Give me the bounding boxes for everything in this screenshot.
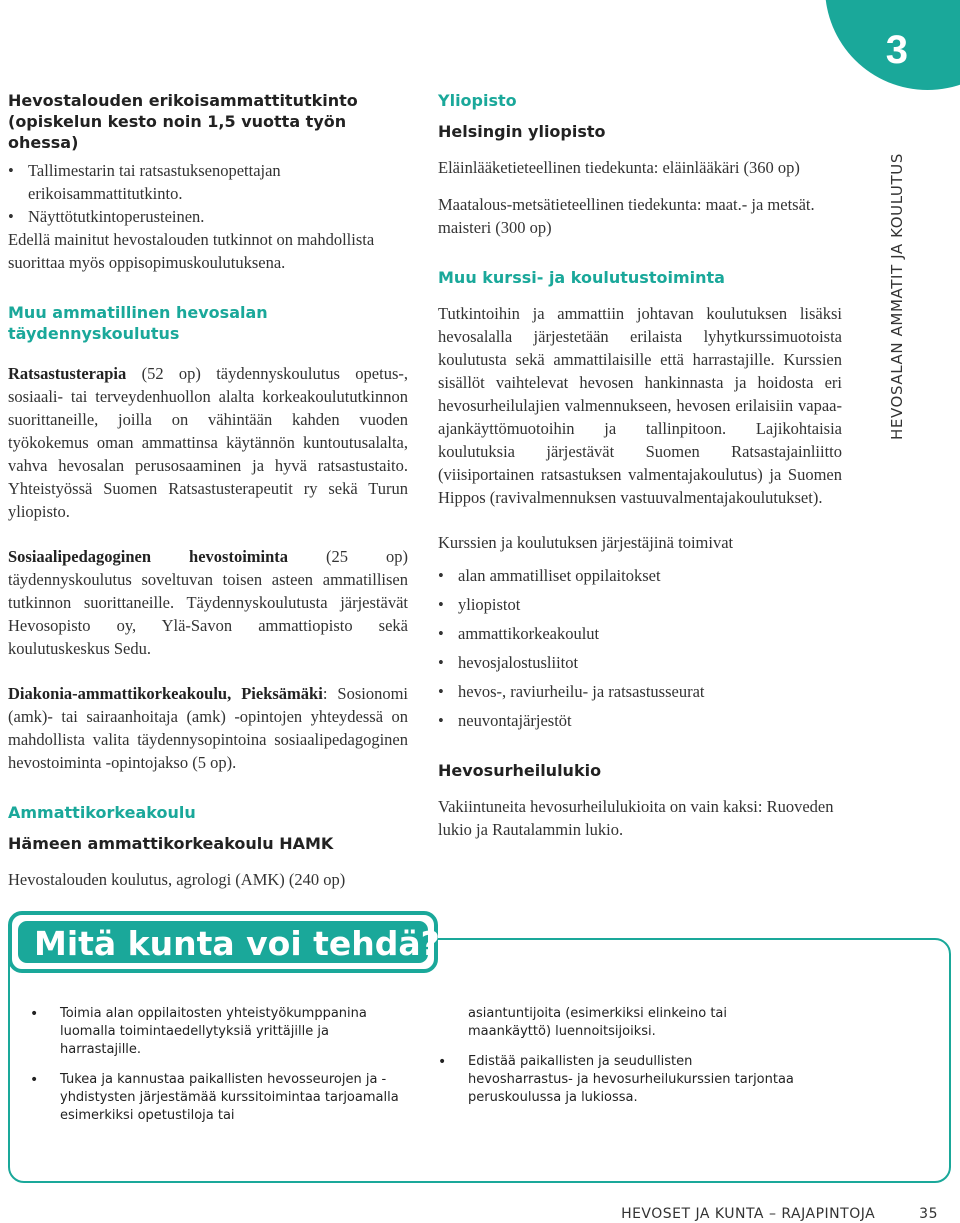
diakonia-paragraph	[8, 682, 408, 774]
kunta-continuation-text: asiantuntijoita (esimerkiksi elinkeino tai maankäyttö) luennoitsijoiksi.	[468, 1006, 727, 1039]
title-line-1: Hevostalouden erikoisammattitutkinto	[8, 91, 358, 110]
list-item: • hevos-, raviurheilu- ja ratsastusseurat	[438, 680, 842, 703]
helsinki-line-2: Maatalous-metsätieteellinen tiedekunta: maat.- ja metsät. maisteri (300 op)	[438, 195, 815, 237]
title-line-2: täydennyskoulutus	[8, 324, 180, 343]
yliopisto-title: Yliopisto	[438, 91, 517, 110]
hamk-title: Hämeen ammattikorkeakoulu HAMK	[8, 834, 334, 853]
list-item: • Tallimestarin tai ratsastuksenopettajan erikoisammattitutkinto.	[8, 159, 408, 205]
hevosurheilulukio-title: Hevosurheilulukio	[438, 761, 602, 780]
kunta-box-left-column	[30, 1005, 410, 1137]
list-item: • hevosjalostusliitot	[438, 651, 842, 674]
oppisopimus-note: Edellä mainitut hevostalouden tutkinnot on mahdollista suorittaa myös oppisopimuskoulutuksena.	[8, 230, 375, 272]
list-item: • Tukea ja kannustaa paikallisten hevosseurojen ja -yhdistysten järjestämää kurssitoimintaa tarjoamalla esimerkiksi opetustiloja tai	[30, 1071, 410, 1125]
page-footer	[621, 1206, 938, 1222]
list-item: • neuvontajärjestöt	[438, 709, 842, 732]
kurssitoiminta-paragraph: Tutkintoihin ja ammattiin johtavan koulutuksen lisäksi hevosalalla järjestetään erilaista lyhytkurssimuotoista koulutusta sekä ammattilaisille että harrastajille. Kurssien sisällöt vaihtelevat hevosen hankinnasta ja hoidosta eri hevosurheilulajien valmennukseen, hevosen erilaisiin vapaa-ajankäyttömuotoihin ja tallinpitoon. Lajikohtaisia koulutuksia järjestävät Suomen Ratsastajainliitto (viisiportainen ratsastuksen valmentajakoulutus) ja Suomen Hippos (ravivalmennuksen vastuuvalmentajakoulutukset).	[438, 304, 842, 507]
list-item: • yliopistot	[438, 593, 842, 616]
right-column	[438, 90, 842, 841]
kurssitoiminta-title: Muu kurssi- ja koulutustoiminta	[438, 268, 725, 287]
footer-title: HEVOSET JA KUNTA – RAJAPINTOJA	[621, 1206, 876, 1222]
kunta-box-right-column	[438, 1005, 798, 1119]
hevosurheilulukio-text: Vakiintuneita hevosurheilulukioita on vain kaksi: Ruoveden lukio ja Rautalammin lukio.	[438, 797, 834, 839]
ratsastusterapia-text: (52 op) täydennyskoulutus opetus-, sosiaali- tai terveydenhuollon alalta korkeakoulututkinnon suorittaneille, joilla on vähintään kahden vuoden työkokemus oman ammattinsa käytännön kuntoutusalalta, vahva hevosalan perusosaaminen ja hyvä ratsastustaito. Yhteistyössä Suomen Ratsastusterapeutit ry sekä Turun yliopisto.	[8, 364, 408, 521]
side-section-label: HEVOSALAN AMMATIT JA KOULUTUS	[888, 153, 906, 440]
erikoisammattitutkinto-list	[8, 159, 408, 228]
helsinki-title: Helsingin yliopisto	[438, 122, 606, 141]
page-number: 35	[919, 1206, 938, 1222]
kunta-left-list	[30, 1005, 410, 1125]
chapter-number: 3	[885, 28, 908, 72]
ammattikorkeakoulu-title: Ammattikorkeakoulu	[8, 803, 196, 822]
title-line-1: Muu ammatillinen hevosalan	[8, 303, 268, 322]
sosiaalipedagoginen-paragraph	[8, 545, 408, 660]
list-item: • Edistää paikallisten ja seudullisten hevosharrastus- ja hevosurheilukurssien tarjontaa peruskoulussa ja lukiossa.	[438, 1053, 798, 1107]
kunta-box-title: Mitä kunta voi tehdä?	[34, 924, 440, 963]
list-item: • Näyttötutkintoperusteinen.	[8, 205, 408, 228]
sosiaalipedagoginen-text: (25 op) täydennyskoulutus soveltuvan toisen asteen ammatillisen tutkinnon suorittaneille. Täydennyskoulutusta järjestävät Hevosopisto oy, Ylä-Savon ammattiopisto sekä koulutuskeskus Sedu.	[8, 547, 408, 658]
title-line-2: (opiskelun kesto noin 1,5 vuotta työn ohessa)	[8, 112, 347, 152]
sosiaalipedagoginen-label: Sosiaalipedagoginen hevostoiminta	[8, 547, 289, 566]
organizers-list	[438, 564, 842, 732]
left-column	[8, 90, 408, 891]
kunta-right-list	[438, 1053, 798, 1107]
ratsastusterapia-label: Ratsastusterapia	[8, 364, 127, 383]
diakonia-text: : Sosionomi (amk)- tai sairaanhoitaja (amk) -opintojen yhteydessä on mahdollista valita täydennysopintoina sosiaalipedagoginen hevostoiminta -opintojakso (5 op).	[8, 684, 409, 772]
helsinki-line-1: Eläinlääketieteellinen tiedekunta: eläinlääkäri (360 op)	[438, 158, 800, 177]
hamk-text: Hevostalouden koulutus, agrologi (AMK) (240 op)	[8, 870, 346, 889]
list-item: • Toimia alan oppilaitosten yhteistyökumppanina luomalla toimintaedellytyksiä yrittäjille ja harrastajille.	[30, 1005, 410, 1059]
taydennyskoulutus-title	[8, 302, 408, 344]
erikoisammattitutkinto-title	[8, 90, 408, 153]
diakonia-label: Diakonia-ammattikorkeakoulu, Pieksämäki	[8, 684, 323, 703]
list-item: • alan ammatilliset oppilaitokset	[438, 564, 842, 587]
list-item: • ammattikorkeakoulut	[438, 622, 842, 645]
organizers-intro: Kurssien ja koulutuksen järjestäjinä toimivat	[438, 533, 734, 552]
ratsastusterapia-paragraph	[8, 362, 408, 523]
